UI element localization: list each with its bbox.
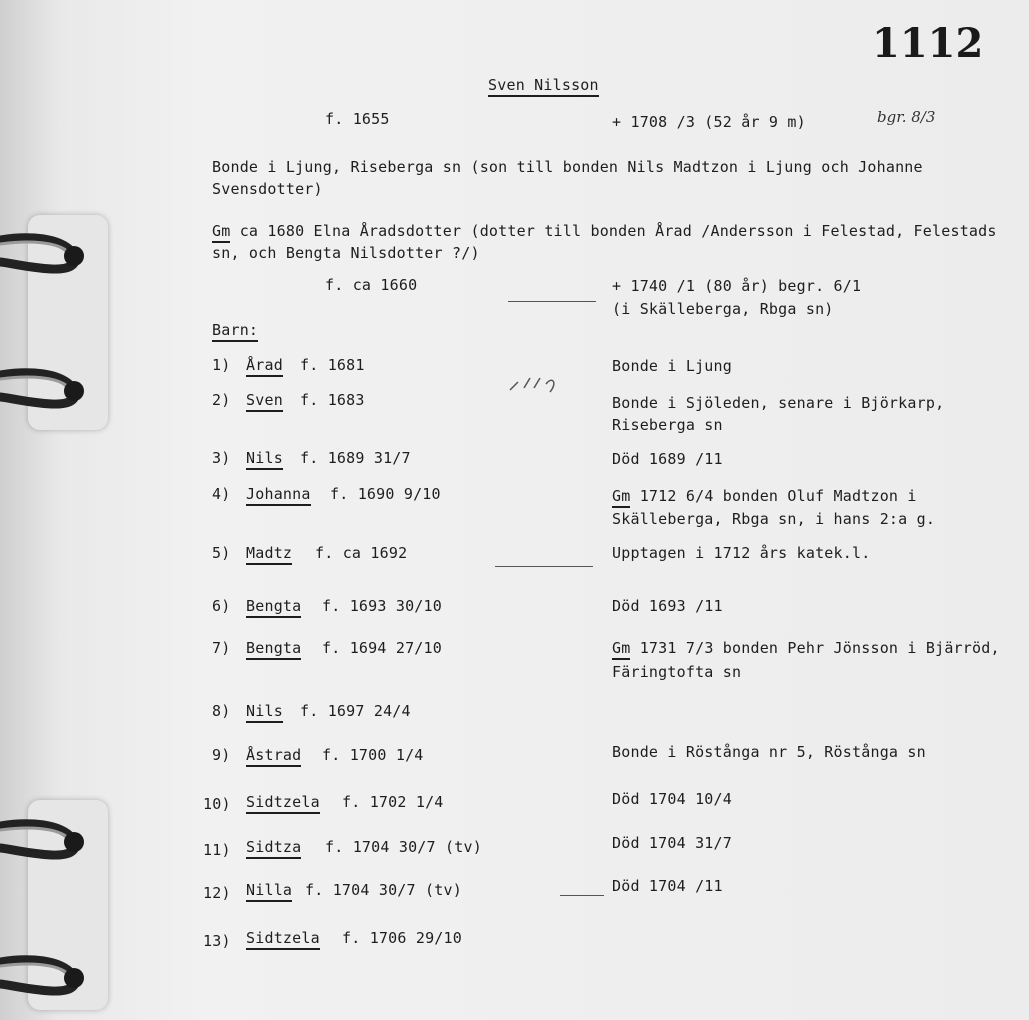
child-birth: f. 1693 30/10 bbox=[322, 597, 442, 615]
child-number: 10) bbox=[203, 795, 231, 813]
child-name: Sidtzela bbox=[246, 929, 320, 950]
handwritten-burial-note: bgr. 8/3 bbox=[877, 108, 936, 126]
child-name: Nilla bbox=[246, 881, 292, 902]
child-birth: f. 1702 1/4 bbox=[342, 793, 444, 811]
pencil-mark bbox=[500, 372, 580, 396]
child-birth: f. 1704 30/7 (tv) bbox=[325, 838, 482, 856]
child-name: Bengta bbox=[246, 639, 301, 660]
person-title: Sven Nilsson bbox=[488, 76, 599, 97]
death-date: + 1708 /3 (52 år 9 m) bbox=[612, 113, 806, 131]
child-number: 1) bbox=[212, 356, 231, 374]
separator-line bbox=[508, 301, 596, 302]
child-number: 8) bbox=[212, 702, 231, 720]
child-birth: f. 1704 30/7 (tv) bbox=[305, 881, 462, 899]
child-note-block bbox=[612, 485, 1012, 531]
binder-ring bbox=[0, 824, 75, 855]
marriage-block bbox=[212, 220, 1012, 264]
binder-ring bbox=[0, 238, 75, 269]
child-note: Död 1704 10/4 bbox=[612, 790, 732, 808]
child-birth: f. 1683 bbox=[300, 391, 365, 409]
binder-hole bbox=[64, 968, 84, 988]
child-name: Årad bbox=[246, 356, 283, 377]
child-birth: f. 1700 1/4 bbox=[322, 746, 424, 764]
child-birth: f. 1697 24/4 bbox=[300, 702, 411, 720]
child-number: 6) bbox=[212, 597, 231, 615]
child-name: Sven bbox=[246, 391, 283, 412]
child-note: Bonde i Sjöleden, senare i Björkarp, Riseberga sn bbox=[612, 394, 945, 434]
child-birth: f. 1681 bbox=[300, 356, 365, 374]
marriage-text: ca 1680 Elna Åradsdotter (dotter till bonden Årad /Andersson i Felestad, Felestads sn, och Bengta Nilsdotter ?/) bbox=[212, 222, 997, 262]
child-note: Bonde i Ljung bbox=[612, 357, 732, 375]
binder-rings bbox=[0, 0, 110, 1020]
binder-hole bbox=[64, 832, 84, 852]
binder-hole bbox=[64, 381, 84, 401]
children-heading: Barn: bbox=[212, 321, 258, 342]
birth-date: f. 1655 bbox=[325, 110, 390, 128]
binder-hole bbox=[64, 246, 84, 266]
child-name: Åstrad bbox=[246, 746, 301, 767]
child-gm-label: Gm bbox=[612, 639, 630, 660]
occupation-text: Bonde i Ljung, Riseberga sn (son till bonden Nils Madtzon i Ljung och Johanne Svensdotter) bbox=[212, 158, 923, 198]
binder-ring bbox=[0, 960, 75, 991]
child-number: 3) bbox=[212, 449, 231, 467]
child-note: Död 1704 /11 bbox=[612, 877, 723, 895]
child-birth: f. 1690 9/10 bbox=[330, 485, 441, 503]
spouse-birth: f. ca 1660 bbox=[325, 276, 418, 294]
child-name: Madtz bbox=[246, 544, 292, 565]
child-name: Sidtzela bbox=[246, 793, 320, 814]
child-note: 1712 6/4 bonden Oluf Madtzon i Skälleberga, Rbga sn, i hans 2:a g. bbox=[612, 487, 936, 528]
child-number: 11) bbox=[203, 841, 231, 859]
separator-line bbox=[495, 566, 593, 567]
child-name: Johanna bbox=[246, 485, 311, 506]
child-birth: f. 1694 27/10 bbox=[322, 639, 442, 657]
child-note: Död 1689 /11 bbox=[612, 450, 723, 468]
child-number: 9) bbox=[212, 746, 231, 764]
child-number: 5) bbox=[212, 544, 231, 562]
child-birth: f. 1689 31/7 bbox=[300, 449, 411, 467]
child-number: 13) bbox=[203, 932, 231, 950]
child-note: Bonde i Röstånga nr 5, Röstånga sn bbox=[612, 743, 926, 761]
marriage-gm-label: Gm bbox=[212, 222, 230, 243]
page-number: 1112 bbox=[872, 20, 984, 67]
child-note: 1731 7/3 bonden Pehr Jönsson i Bjärröd, Färingtofta sn bbox=[612, 639, 1000, 681]
child-number: 7) bbox=[212, 639, 231, 657]
separator-line bbox=[560, 895, 604, 896]
child-note: Död 1704 31/7 bbox=[612, 834, 732, 852]
child-number: 4) bbox=[212, 485, 231, 503]
child-name: Bengta bbox=[246, 597, 301, 618]
child-name: Nils bbox=[246, 702, 283, 723]
child-birth: f. 1706 29/10 bbox=[342, 929, 462, 947]
child-birth: f. ca 1692 bbox=[315, 544, 408, 562]
spouse-death: + 1740 /1 (80 år) begr. 6/1 bbox=[612, 277, 862, 295]
child-name: Nils bbox=[246, 449, 283, 470]
child-note: Död 1693 /11 bbox=[612, 597, 723, 615]
child-note: Upptagen i 1712 års katek.l. bbox=[612, 544, 871, 562]
child-number: 12) bbox=[203, 884, 231, 902]
child-note-block bbox=[612, 636, 1022, 684]
binder-ring bbox=[0, 373, 75, 404]
child-number: 2) bbox=[212, 391, 231, 409]
child-name: Sidtza bbox=[246, 838, 301, 859]
spouse-burial: (i Skälleberga, Rbga sn) bbox=[612, 300, 834, 318]
child-gm-label: Gm bbox=[612, 487, 630, 508]
